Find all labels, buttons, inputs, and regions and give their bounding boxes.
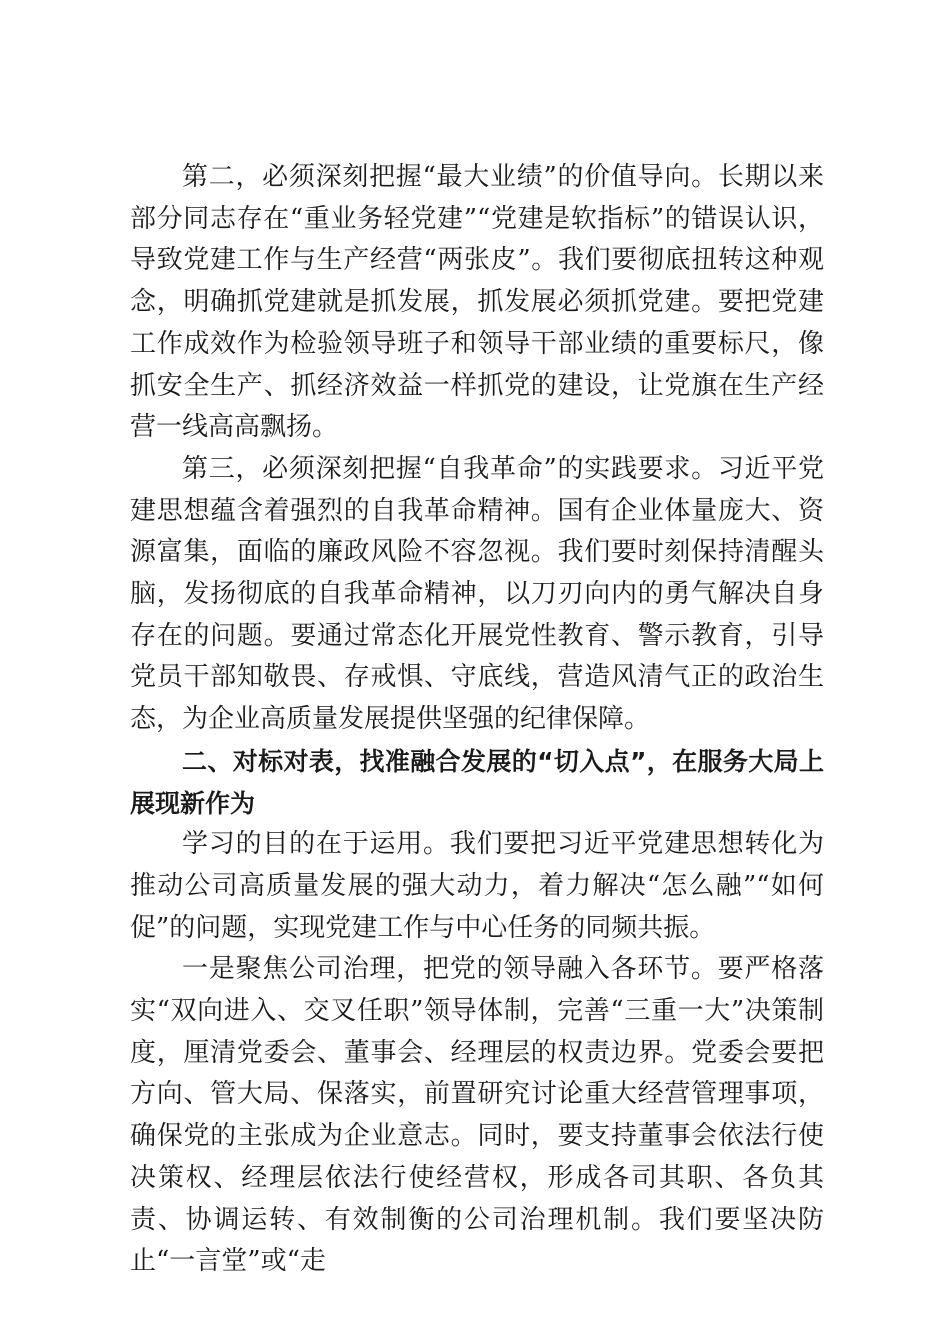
document-body bbox=[130, 157, 824, 1283]
paragraph-point-one: 一是聚焦公司治理，把党的领导融入各环节。要严格落实“双向进入、交叉任职”领导体制，完善“三重一大”决策制度，厘清党委会、董事会、经理层的权责边界。党委会要把方向、管大局、保落实，前置研究讨论重大经营管理事项，确保党的主张成为企业意志。同时，要支持董事会依法行使决策权、经理层依法行使经营权，形成各司其职、各负其责、协调运转、有效制衡的公司治理机制。我们要坚决防止“一言堂”或“走 bbox=[130, 954, 824, 1277]
paragraph-section-intro: 学习的目的在于运用。我们要把习近平党建思想转化为推动公司高质量发展的强大动力，着力解决“怎么融”“如何促”的问题，实现党建工作与中心任务的同频共振。 bbox=[130, 829, 824, 943]
paragraph-second-point: 第二，必须深刻把握“最大业绩”的价值导向。长期以来部分同志存在“重业务轻党建”“党建是软指标”的错误认识，导致党建工作与生产经营“两张皮”。我们要彻底扭转这种观念，明确抓党建就是抓发展，抓发展必须抓党建。要把党建工作成效作为检验领导班子和领导干部业绩的重要标尺，像抓安全生产、抓经济效益一样抓党的建设，让党旗在生产经营一线高高飘扬。 bbox=[130, 162, 824, 443]
section-heading-two: 二、对标对表，找准融合发展的“切入点”，在服务大局上展现新作为 bbox=[130, 746, 824, 818]
paragraph-third-point: 第三，必须深刻把握“自我革命”的实践要求。习近平党建思想蕴含着强烈的自我革命精神。国有企业体量庞大、资源富集，面临的廉政风险不容忽视。我们要时刻保持清醒头脑，发扬彻底的自我革命精神，以刀刃向内的勇气解决自身存在的问题。要通过常态化开展党性教育、警示教育，引导党员干部知敬畏、存戒惧、守底线，营造风清气正的政治生态，为企业高质量发展提供坚强的纪律保障。 bbox=[130, 453, 824, 735]
